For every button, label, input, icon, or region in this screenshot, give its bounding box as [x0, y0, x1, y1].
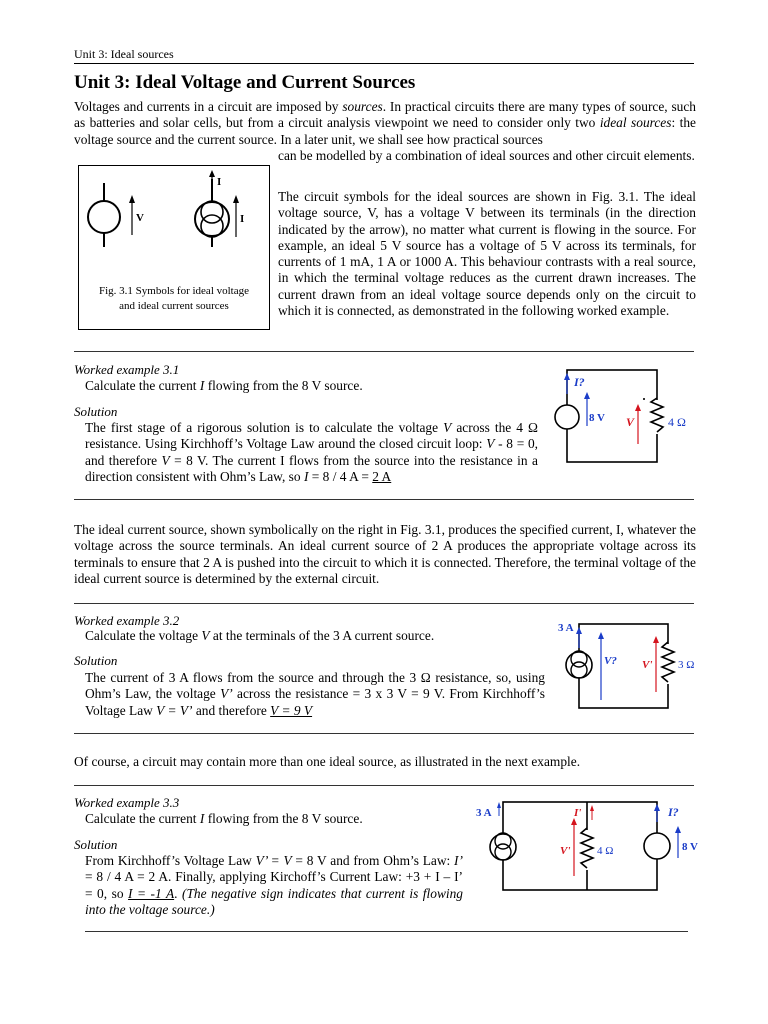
ex3-resistor-label: 4 Ω — [597, 845, 614, 857]
section-divider — [74, 499, 694, 500]
source-symbols-diagram — [78, 165, 270, 285]
current-source-paragraph: The ideal current source, shown symbolically on the right in Fig. 3.1, produces the specified current, I, whatever the voltage across the source terminals. An ideal current source of 2 A produces the appropriate voltage across its terminals to ensure that 2 A is pushed into the circuit to which it is connected. Therefore, the terminal voltage of the ideal current source is determined by the external circuit. — [74, 522, 696, 586]
ex2-resistor-label: 3 Ω — [678, 659, 695, 671]
ex1-source-label: 8 V — [589, 412, 605, 424]
ex1-current-label: I? — [574, 375, 585, 389]
ex3-resistor-voltage-label: V' — [560, 845, 571, 857]
example-3-1-solution-label: Solution — [74, 404, 118, 419]
intro-paragraph-2: The circuit symbols for the ideal sources are shown in Fig. 3.1. The ideal voltage source, V, has a voltage V between its terminals (in the direction indicated by the arrow), no matter what current is flowing in the source. For example, an ideal 5 V source has a voltage of 5 V across its terminals, for currents of 1 mA, 1 A or 1000 A. This behaviour contrasts with a real source, in which the terminal voltage reduces as the current drawn increases. The current drawn from an ideal voltage source depends only on the circuit to which it is connected, as demonstrated in the following worked example. — [278, 189, 696, 319]
example-3-2-solution: The current of 3 A flows from the source and through the 3 Ω resistance, so, using Ohm’s Law, the voltage V’ across the resistance = 3 x 3 V = 9 V. From Kirchhoff’s Voltage Law V = V’ and therefore V = 9 V — [85, 670, 545, 718]
current-label-top: I — [217, 176, 222, 188]
section-divider — [74, 785, 694, 786]
figure-caption: Fig. 3.1 Symbols for ideal voltage and ideal current sources — [98, 285, 249, 312]
section-divider — [85, 931, 688, 932]
section-divider — [74, 603, 694, 604]
example-3-3-title: Worked example 3.3 — [74, 795, 180, 810]
bridge-paragraph: Of course, a circuit may contain more than one ideal source, as illustrated in the next example. — [74, 754, 581, 769]
voltage-label: V — [136, 212, 144, 224]
section-divider — [74, 351, 694, 352]
example-3-1-title: Worked example 3.1 — [74, 362, 180, 377]
example-3-3-question: Calculate the current I flowing from the 8 V source. — [85, 811, 363, 826]
example-3-3-circuit — [470, 794, 698, 894]
example-3-3-solution-label: Solution — [74, 837, 118, 852]
example-3-3-solution: From Kirchhoff’s Voltage Law V’ = V = 8 V and from Ohm’s Law: I’ = 8 / 4 A = 2 A. Finally, applying Kirchoff’s Current Law: +3 + I – I’ = 0, so I = -1 A. (The negative sign indicates that current is flowing into the voltage source.) — [85, 853, 463, 917]
ex3-voltage-source-label: 8 V — [682, 841, 698, 853]
example-3-3-note: (The negative sign indicates that current is flowing into the voltage source.) — [85, 885, 463, 917]
ex2-resistor-voltage-label: V' — [642, 659, 653, 671]
section-divider — [74, 733, 694, 734]
intro-paragraph-1-continued: can be modelled by a combination of ideal sources and other circuit elements. — [278, 148, 695, 163]
page-title: Unit 3: Ideal Voltage and Current Sources — [74, 72, 416, 93]
example-3-2-solution-label: Solution — [74, 653, 118, 668]
ex3-current-source-label: 3 A — [476, 807, 492, 819]
example-3-2-answer: V = 9 V — [270, 702, 313, 718]
intro-paragraph-1: Voltages and currents in a circuit are imposed by sources. In practical circuits there are many types of source, such as batteries and solar cells, but from a circuit analysis viewpoint we need to consider only two ideal sources: the voltage source and the current source. In a later unit, we shall see how practical sources — [74, 99, 696, 147]
example-3-2-circuit — [555, 612, 695, 712]
example-3-2-title: Worked example 3.2 — [74, 613, 180, 628]
example-3-1-solution: The first stage of a rigorous solution is to calculate the voltage V across the 4 Ω resistance. Using Kirchhoff’s Voltage Law around the closed circuit loop: V - 8 = 0, and therefore V = 8 V. The current I flows from the source into the resistance in a direction consistent with Ohm’s Law, so I = 8 / 4 A = 2 A — [85, 420, 538, 484]
example-3-1-answer: 2 A — [372, 468, 392, 484]
ex3-resistor-current-label: I' — [574, 807, 582, 819]
example-3-3-answer: I = -1 A — [128, 885, 175, 901]
ex2-source-voltage-label: V? — [604, 655, 617, 667]
ex2-current-label: 3 A — [558, 622, 574, 634]
ex3-current-label: I? — [668, 805, 679, 819]
current-label-side: I — [240, 213, 245, 225]
example-3-1-question: Calculate the current I flowing from the 8 V source. — [85, 378, 363, 393]
example-3-2-question: Calculate the voltage V at the terminals of the 3 A current source. — [85, 628, 435, 643]
example-3-1-circuit — [550, 366, 690, 466]
running-head: Unit 3: Ideal sources — [74, 47, 174, 61]
ex1-resistor-label: 4 Ω — [668, 415, 686, 429]
ex1-voltage-label: V — [626, 415, 635, 429]
header-rule — [74, 63, 694, 64]
